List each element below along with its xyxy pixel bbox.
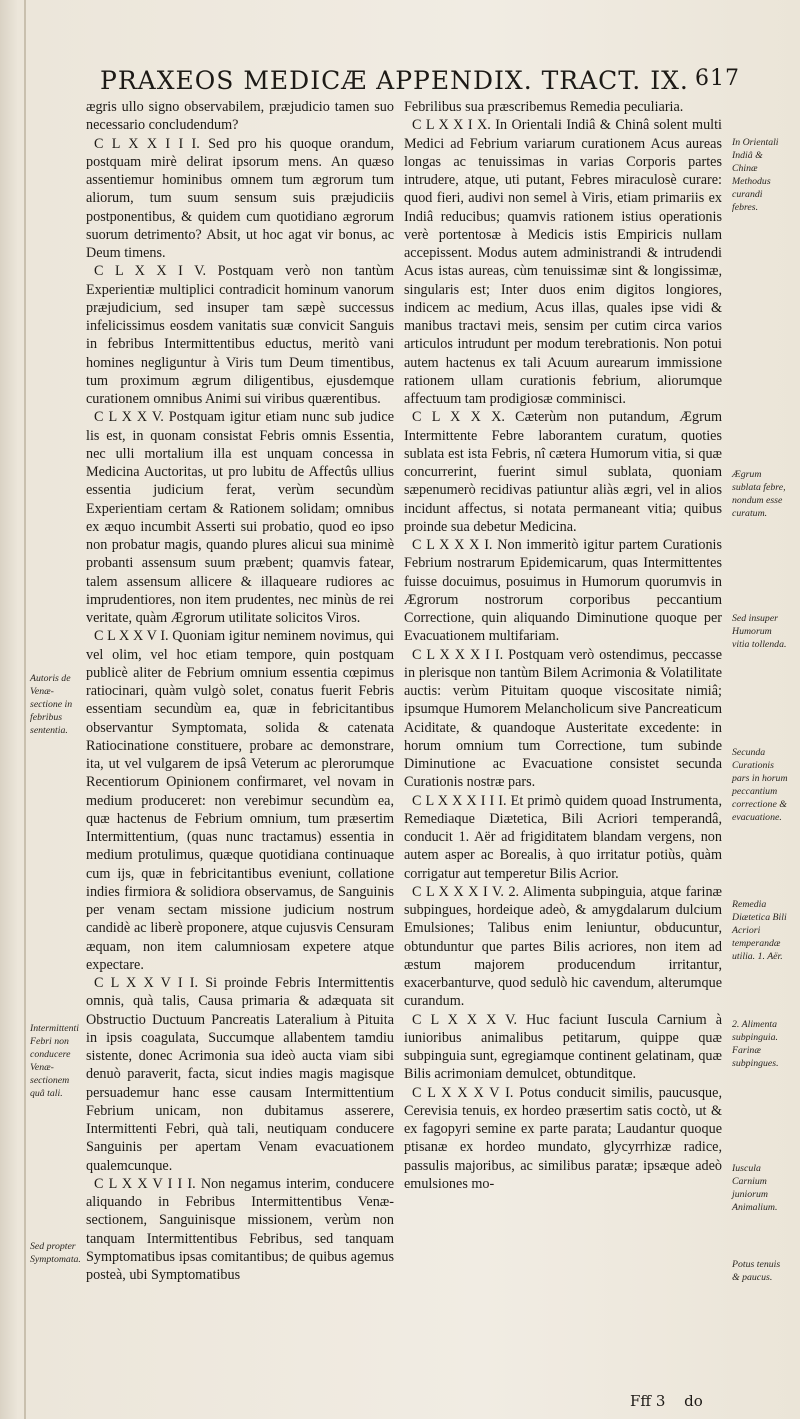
paragraph-183: C L X X X I I I. Et primò quidem quoad Instrumenta, Remediaque Diætetica, Bili Acriori temperandâ, conducit 1. Aër ad frigiditatem blandam vergens, non autem asper ac Borealis, à quo irritatur potiùs, quàm corrigatur aut temperetur Bilis Acrior. <box>404 792 722 882</box>
paragraph-182: C L X X X I I. Postquam verò ostendimus, peccasse in plerisque non tantùm Bilem Acrimonia & Volatilitate auctis: verùm Pituitam quoque viscositate nimiâ; ipsumque Humorem Melancholicum sive Pancreaticum Aciditate, & quandoque Austeritate excedente: in horum omnium tum Correctione, tum subinde Diminutione ac Evacuatione consistet secunda Curationis nostræ pars. <box>404 646 722 791</box>
margin-note-right: Ægrum sublata febre, nondum esse curatum. <box>732 469 786 519</box>
page-number: 617 <box>695 66 740 91</box>
paragraph-174: C L X X I V. Postquam verò non tantùm Experientiæ multiplici contradicit hominum vanorum præjudicium, sed insuper tam sæpè successus infelicissimus eosdem vanitatis suæ convicit Sanguis in febribus Intermittentibus eductus, meritò vani homines negliguntur à Viris tum Deum timentibus, tum proximum ægrum diligentibus, ejusdemque curationem omnibus Animi sui viribus quærentibus. <box>86 263 394 407</box>
margin-note-right: Secunda Curationis pars in horum peccantium correctione & evacuatione. <box>732 747 788 823</box>
paragraph: Febrilibus sua præscribemus Remedia peculiaria. <box>404 99 684 115</box>
paragraph: ægris ullo signo observabilem, præjudicio tamen suo necessario concludendum? <box>86 99 394 134</box>
margin-note-right: Sed insuper Humorum vitia tollenda. <box>732 613 787 650</box>
paragraph-178: C L X X V I I I. Non negamus interim, conducere aliquando in Febribus Intermittentibus Venæ-sectionem, Sanguinisque missionem, verùm non tanquam Intermittentibus Febribus, sed tanquam Symptomatibus ipsas comitantibus; de quibus agemus posteà, ubi Symptomatibus <box>86 1175 394 1283</box>
paragraph-176: C L X X V I. Quoniam igitur neminem novimus, qui vel olim, vel hoc etiam tempore, quin postquam publicè aliter de Febrium omnium essentia cœpimus ratiocinari, quàm vulgò solet, conatus fuerit Febris essentiam secundùm ea, quæ in febricitantibus observantur Symptomata, solida & catenata Ratiocinatione constituere, probare ac demonstrare, ita, ut vel vulgarem de ipsâ Veterum ac plerorumque Recentiorum Opinionem confirmaret, vel novam in medium produceret: non verebimur secundùm ea, quæ hactenus de Febrium omnium, tum præsertim Intermittentium, (quas nunc tractamus) essentia in medium protulimus, quæque quotidiana continuaque cum ijs, quæ in febricitantibus eveniunt, collatione indies firmiora & solidiora observamus, de Sanguinis per venam sectam missione judicium nostrum candidè ac liberè proponere, atque cujusvis Censuram æquam, non item calumniosam expetere atque expectare. <box>86 628 394 973</box>
running-head-title: PRAXEOS MEDICÆ APPENDIX. TRACT. IX. <box>100 66 689 95</box>
gutter-shadow <box>24 0 26 1419</box>
paragraph-173: C L X X I I I. Sed pro his quoque orandum, postquam mirè delirat ipsorum mens. An quæso assentiemur hominibus omnem tum ægrorum tum aliorum, tum suum sensum suis præjudiciis postponentibus, & quidem cum quotidiano ægrorum suorum detrimento? Absit, ut hoc agat vir bonus, ac Deum timens. <box>86 135 394 261</box>
signature-mark: Fff 3 <box>630 1392 666 1410</box>
paragraph-179: C L X X I X. In Orientali Indiâ & Chinâ solent multi Medici ad Febrium variarum curationem Acus aureas longas ac tenuissimas in varias Corporis partes intrudere, atque, uti putant, Febres miraculosè curare: quod fieri, audivi non semel à Viris, etiam primariis ex Indiâ reducibus; quamvis rationem istius operationis verè portentosæ à Medicis istis Empiricis nullam accepissent. Modus autem administrandi & intrudendi Acus istas aureas, cùm tenuissimæ sint & longissimæ, singularis est; Inter duos enim digitos longiores, indicem ac medium, Acus illas, quales ipse vidi & manibus tractavi meis, sensim per cutim circa varios articulos intrudunt per modum terebrationis. Non potui autem hactenus ex tali Acuum aurearum immissione rationem ullam curationis febrium, aliorumque affectuum tam prodigiosæ comminisci. <box>404 117 722 407</box>
paragraph-175: C L X X V. Postquam igitur etiam nunc sub judice lis est, in quonam consistat Febris omnis Essentia, nec ulli mortalium illa est unquam concessa in Medicina Auctoritas, ut pro lubitu de Affectûs ullius essentia judicium ferat, verùm secundùm Experientiam certam & Rationem solidam; omnibus ex æquo incumbit Asserti sui probatio, quod eo ipso non probatur magis, quando plures alicui sua minimè probanti assensum suum præbent; quamvis fatear, talem assensum allicere & illaqueare rudiores ac imprudentiores, non item prudentes, nec minùs de rei veritate, quàm Ægrorum utilitate solicitos Viros. <box>86 409 394 626</box>
running-head <box>100 66 740 96</box>
margin-note-right: Remedia Diætetica Bili Acriori temperandæ utilia. 1. Aër. <box>732 899 787 962</box>
paragraph-185: C L X X X V. Huc faciunt Iuscula Carnium à iunioribus animalibus petitarum, quippe quæ subpinguia sunt, egregiamque continent gelatinam, quæ Bilis acrimoniam demulcet, obtunditque. <box>404 1011 722 1083</box>
margin-note-left: Autoris de Venæ-sectione in febribus sententia. <box>30 673 73 736</box>
paragraph-184: C L X X X I V. 2. Alimenta subpinguia, atque farinæ subpingues, hordeique adeò, & amygdalarum dulcium Emulsiones; Talibus enim leniuntur, obducuntur, obtunduntur que partes Bilis acriores, non item ad æstum majorem producendum irritantur, exacerbanturve, quod sedulò hic cavendum, alterumque curandum. <box>404 883 722 1010</box>
paragraph-181: C L X X X I. Non immeritò igitur partem Curationis Febrium nostrarum Epidemicarum, quas Intermittentes fuisse docuimus, posuimus in Humorum quorumvis in Ægrorum nostrorum corporibus peccantium Correctione, quin aliquando Diminutione quoque per Evacuationem multifariam. <box>404 537 722 645</box>
catchword: do <box>684 1392 703 1410</box>
paragraph-186: C L X X X V I. Potus conducit similis, paucusque, Cerevisia tenuis, ex hordeo præsertim satis coctò, ut & ex fagopyri semine ex parte parata; Laudantur quoque ptisanæ ex hordeo mundato, glycyrrhizæ radice, passulis majoribus, ac similibus paratæ; ipsæque adeò emulsiones mo- <box>404 1084 722 1192</box>
margin-note-right: 2. Alimenta subpinguia. Farinæ subpingues. <box>732 1019 779 1069</box>
margin-note-right: In Orientali Indiâ & Chinæ Methodus curandi febres. <box>732 137 779 213</box>
margin-note-left: Intermittenti Febri non conducere Venæ-sectionem quâ tali. <box>30 1023 79 1099</box>
margin-note-right: Potus tenuis & paucus. <box>732 1259 781 1283</box>
right-column <box>404 98 722 1193</box>
paragraph-180: C L X X X. Cæterùm non putandum, Ægrum Intermittente Febre laborantem curatum, quoties sublata est ista Febris, nî cætera Humorum vitia, si quæ concurrerint, fuerint simul sublata, quoniam sæpenumerò recidivas patiuntur aliàs ægri, vel in alios incidunt affectus, si notata permaneant vitia; quibus proinde sua debetur Medicina. <box>404 409 722 535</box>
left-column <box>86 98 394 1284</box>
margin-note-right: Iuscula Carnium juniorum Animalium. <box>732 1163 778 1213</box>
margin-note-left: Sed propter Symptomata. <box>30 1241 81 1265</box>
paragraph-177: C L X X V I I. Si proinde Febris Intermittentis omnis, quà talis, Causa primaria & adæquata sit Obstructio Ductuum Pancreatis Lateralium à Pituita in ipsis coagulata, Succumque allabentem tamdiu sistente, donec Acrimonia sua ideò aucta viam sibi denuò paraverit, facta, sicut indies magis magisque persuademur hanc esse causam Intermittentium Febrium unicam, non dubitamus asserere, Intermittenti Febri, quà tali, neutiquam conducere Sanguinis per apertam Venam evacuationem qualemcunque. <box>86 975 394 1174</box>
page-footer <box>630 1392 717 1410</box>
